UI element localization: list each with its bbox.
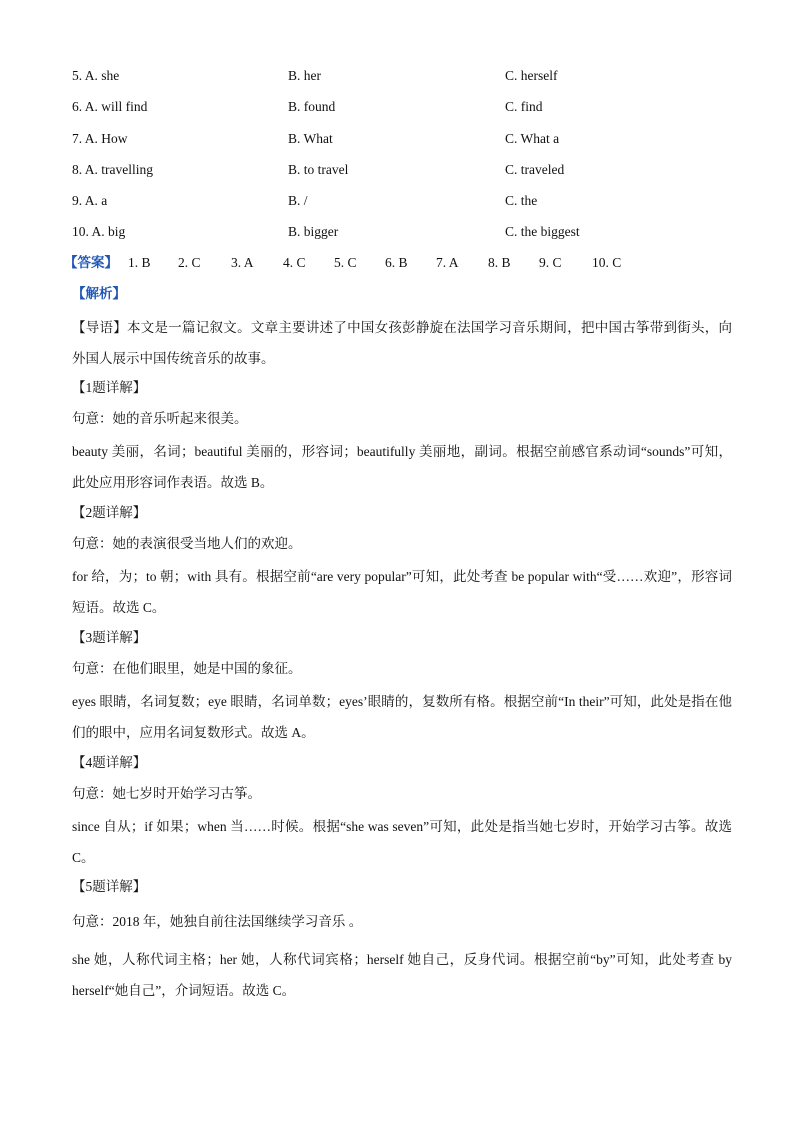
option-row-8 (72, 160, 732, 180)
detail-heading-3: 【3题详解】 (72, 630, 147, 645)
answer-item: 7. A (436, 255, 459, 270)
answer-item: 1. B (128, 255, 151, 270)
detail-explain-2: for 给，为；to 朝；with 具有。根据空前“are very popular”可知，此处考查 be popular with“受……欢迎”，形容词短语。故选 C。 (72, 569, 732, 615)
detail-meaning-5: 句意：2018 年，她独自前往法国继续学习音乐 。 (72, 914, 363, 929)
option-b: B. her (288, 68, 321, 83)
option-row-6 (72, 97, 732, 117)
option-row-7 (72, 129, 732, 149)
option-a: 8. A. travelling (72, 162, 153, 177)
option-b: B. to travel (288, 162, 349, 177)
detail-explain-4: since 自从；if 如果；when 当……时候。根据“she was seven”可知，此处是指当她七岁时，开始学习古筝。故选 C。 (72, 819, 732, 865)
option-a: 5. A. she (72, 68, 120, 83)
option-row-5 (72, 66, 732, 86)
guide-paragraph: 【导语】本文是一篇记叙文。文章主要讲述了中国女孩彭静旋在法国学习音乐期间，把中国古筝带到街头，向外国人展示中国传统音乐的故事。 (72, 320, 732, 366)
detail-heading-4: 【4题详解】 (72, 755, 147, 770)
answer-item: 2. C (178, 255, 201, 270)
detail-meaning-4: 句意：她七岁时开始学习古筝。 (72, 786, 261, 801)
answer-item: 3. A (231, 255, 254, 270)
option-b: B. bigger (288, 224, 339, 239)
option-a: 10. A. big (72, 224, 126, 239)
option-b: B. found (288, 99, 336, 114)
detail-heading-2: 【2题详解】 (72, 505, 147, 520)
option-row-10 (72, 222, 732, 242)
detail-meaning-3: 句意：在他们眼里，她是中国的象征。 (72, 661, 302, 676)
answer-item: 5. C (334, 255, 357, 270)
detail-heading-5: 【5题详解】 (72, 879, 147, 894)
option-c: C. herself (505, 68, 558, 83)
answer-item: 4. C (283, 255, 306, 270)
option-c: C. What a (505, 131, 560, 146)
detail-explain-5: she 她，人称代词主格；her 她，人称代词宾格；herself 她自己，反身代词。根据空前“by”可知，此处考查 by herself“她自己”，介词短语。故选 C。 (72, 952, 732, 998)
detail-meaning-1: 句意：她的音乐听起来很美。 (72, 411, 248, 426)
option-c: C. the biggest (505, 224, 580, 239)
option-b: B. What (288, 131, 333, 146)
answer-item: 6. B (385, 255, 408, 270)
option-c: C. find (505, 99, 543, 114)
option-a: 7. A. How (72, 131, 128, 146)
analysis-label: 【解析】 (72, 286, 126, 301)
option-a: 9. A. a (72, 193, 108, 208)
option-c: C. the (505, 193, 538, 208)
option-a: 6. A. will find (72, 99, 148, 114)
detail-explain-3: eyes 眼睛，名词复数；eye 眼睛，名词单数；eyes’眼睛的，复数所有格。根据空前“In their”可知，此处是指在他们的眼中，应用名词复数形式。故选 A。 (72, 694, 732, 740)
detail-meaning-2: 句意：她的表演很受当地人们的欢迎。 (72, 536, 302, 551)
answer-label: 【答案】 (64, 255, 118, 270)
detail-heading-1: 【1题详解】 (72, 380, 147, 395)
option-b: B. / (288, 193, 308, 208)
option-row-9 (72, 191, 732, 211)
answer-item: 10. C (592, 255, 622, 270)
answer-item: 9. C (539, 255, 562, 270)
detail-explain-1: beauty 美丽，名词；beautiful 美丽的，形容词；beautifully 美丽地，副词。根据空前感官系动词“sounds”可知，此处应用形容词作表语。故选 B。 (72, 444, 732, 490)
option-c: C. traveled (505, 162, 565, 177)
answer-item: 8. B (488, 255, 511, 270)
